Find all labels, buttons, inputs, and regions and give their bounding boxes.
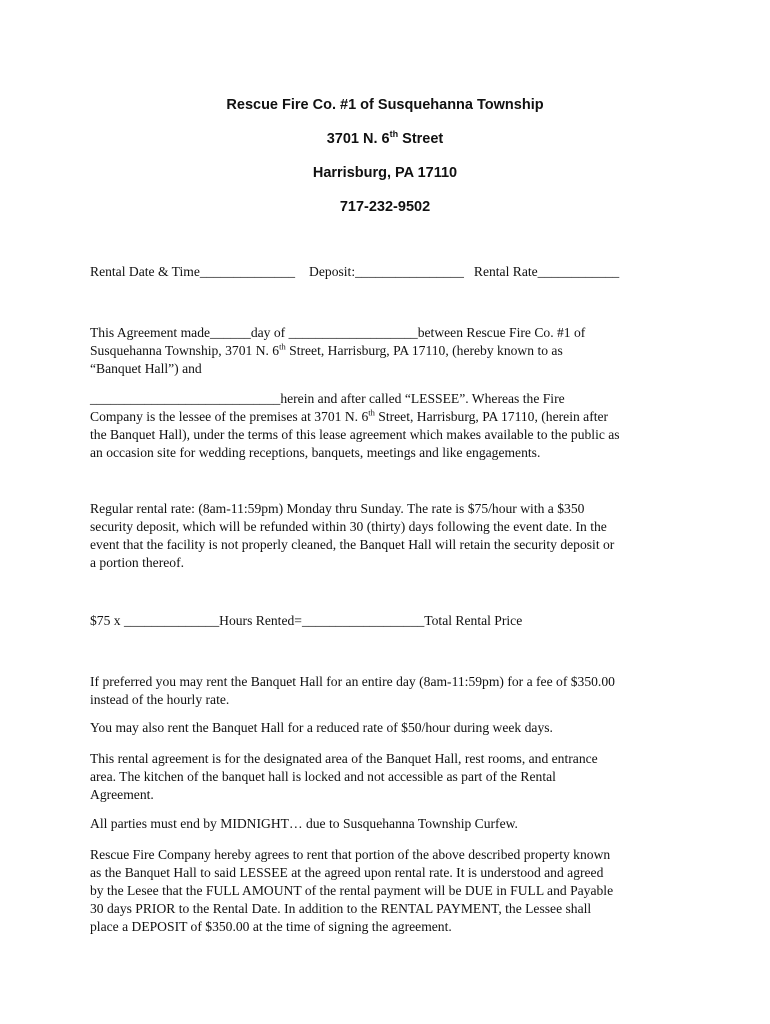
deposit-field: Deposit:________________: [309, 264, 464, 279]
regular-rate-paragraph: Regular rental rate: (8am-11:59pm) Monday thru Sunday. The rate is $75/hour with a $350 security deposit, which will be refunded within 30 (thirty) days following the event date. In the event that the facility is not properly cleaned, the Banquet Hall will retain the security deposit or a portion thereof.: [90, 501, 615, 570]
phone-number: 717-232-9502: [339, 199, 431, 215]
rental-rate-field: Rental Rate____________: [473, 264, 620, 279]
rental-price-calculation: $75 x ______________Hours Rented=__________________Total Rental Price: [90, 613, 523, 628]
full-day-paragraph: If preferred you may rent the Banquet Hall for an entire day (8am-11:59pm) for a fee of $350.00 instead of the hourly rate.: [90, 674, 615, 707]
curfew-paragraph: All parties must end by MIDNIGHT… due to Susquehanna Township Curfew.: [90, 816, 518, 831]
city-state-zip: Harrisburg, PA 17110: [312, 165, 458, 181]
agreement-paragraph: This Agreement made______day of ___________________between Rescue Fire Co. #1 of Susquehanna Township, 3701 N. 6th Street, Harrisburg, PA 17110, (hereby known to as “Banquet Hall”) and ____________________________herein and after called “LESSEE”. Whereas the Fire Company is the lessee of the premises at 3701 N. 6th Street, Harrisburg, PA 17110, (herein after the Banquet Hall), under the terms of this lease agreement which makes available to the public as an occasion site for wedding receptions, banquets, meetings and like engagements.: [90, 325, 620, 460]
org-name: Rescue Fire Co. #1 of Susquehanna Township: [226, 97, 544, 113]
designated-area-paragraph: This rental agreement is for the designated area of the Banquet Hall, rest rooms, and entrance area. The kitchen of the banquet hall is locked and not accessible as part of the Rental Agreement.: [90, 751, 598, 802]
rental-fields-line: [90, 263, 619, 281]
letterhead: [0, 94, 770, 230]
rental-date-field: Rental Date & Time______________: [90, 264, 296, 279]
rental-terms-paragraph: Rescue Fire Company hereby agrees to rent that portion of the above described property known as the Banquet Hall to said LESSEE at the agreed upon rental rate. It is understood and agreed by the Lesee that the FULL AMOUNT of the rental payment will be DUE in FULL and Payable 30 days PRIOR to the Rental Date. In addition to the RENTAL PAYMENT, the Lessee shall place a DEPOSIT of $350.00 at the time of signing the agreement.: [90, 847, 614, 934]
street-address: 3701 N. 6th Street: [326, 129, 444, 147]
reduced-rate-paragraph: You may also rent the Banquet Hall for a reduced rate of $50/hour during week days.: [90, 720, 553, 735]
